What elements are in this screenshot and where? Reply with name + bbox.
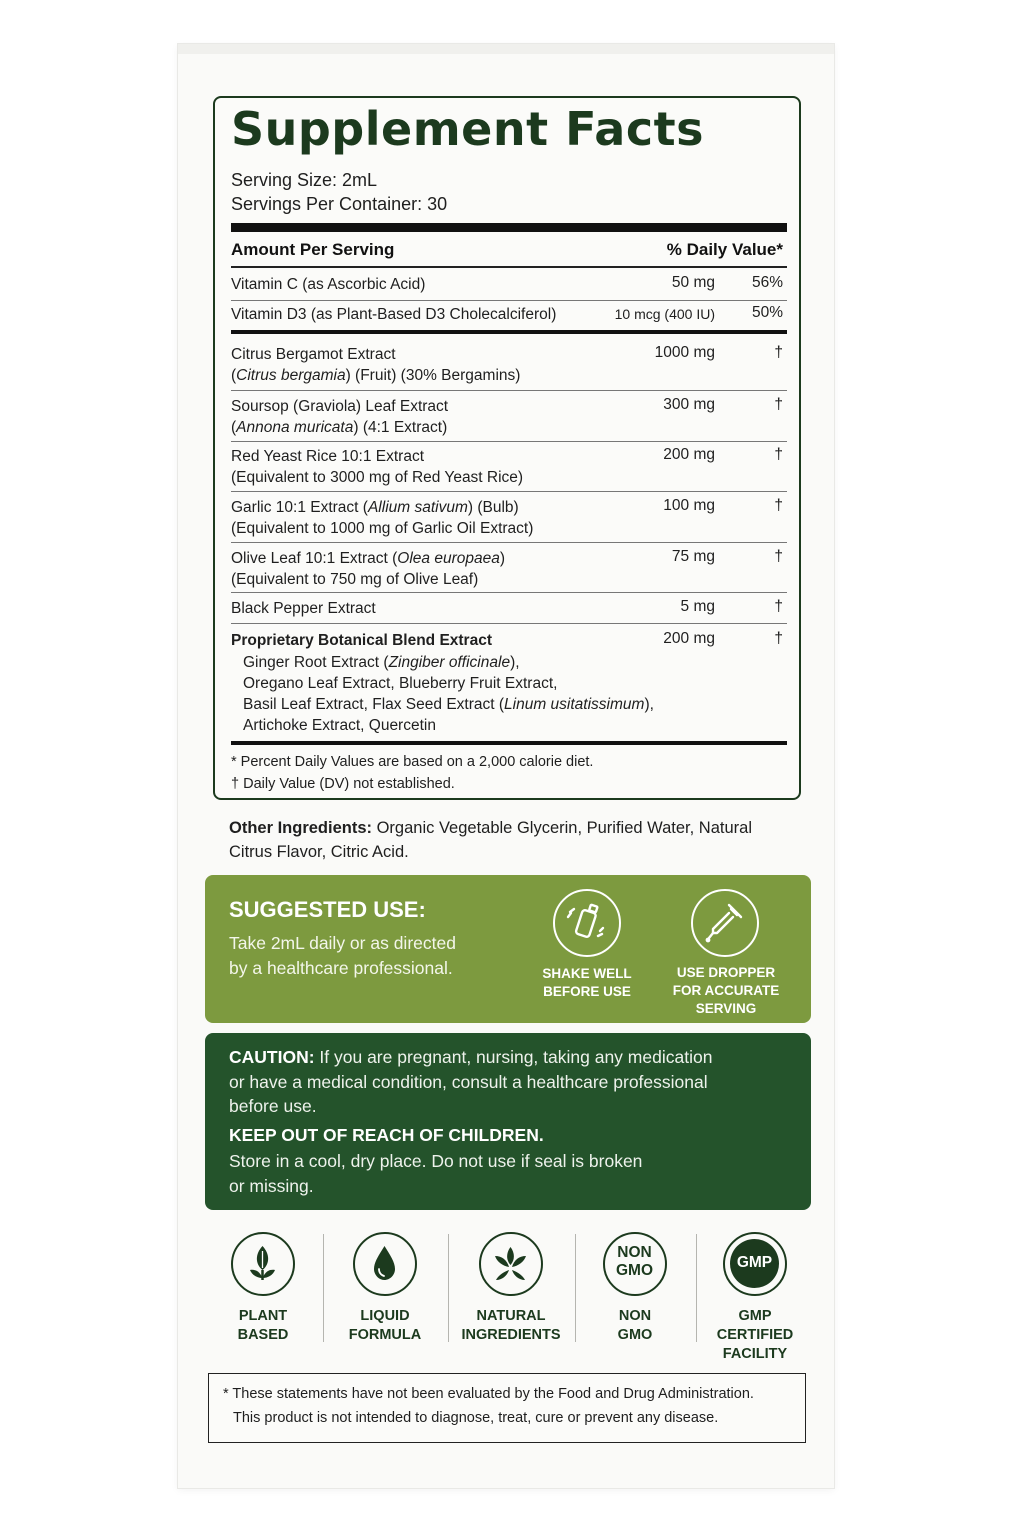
- ingredient-dv: †: [774, 497, 783, 514]
- ingredient-name: Garlic 10:1 Extract (Allium sativum) (Bulb) (Equivalent to 1000 mg of Garlic Oil Extract): [231, 499, 534, 537]
- row-rule: [231, 441, 787, 442]
- suggested-use-text: Take 2mL daily or as directed by a healthcare professional.: [229, 933, 456, 978]
- ingredient-dv: †: [774, 396, 783, 413]
- gmp-icon-text: GMP: [736, 1254, 773, 1271]
- caution-line: or have a medical condition, consult a healthcare professional: [229, 1072, 708, 1092]
- storage-line: Store in a cool, dry place. Do not use if seal is broken: [229, 1151, 643, 1171]
- divider: [448, 1234, 449, 1342]
- ingredient-name: Red Yeast Rice 10:1 Extract (Equivalent to 3000 mg of Red Yeast Rice): [231, 448, 524, 486]
- section-rule: [231, 330, 787, 334]
- nutrient-dv: 56%: [751, 274, 783, 291]
- caution-line: CAUTION: If you are pregnant, nursing, taking any medication: [229, 1047, 713, 1067]
- amount-per-serving-header: Amount Per Serving: [231, 240, 395, 259]
- nutrient-name: Vitamin C (as Ascorbic Acid): [231, 276, 426, 293]
- shake-well-caption: SHAKE WELL BEFORE USE: [542, 966, 632, 999]
- plant-icon: [231, 1232, 295, 1296]
- caution-panel: [205, 1033, 811, 1210]
- row-rule: [231, 592, 787, 593]
- row-rule: [231, 390, 787, 391]
- disclaimer-line: * These statements have not been evaluated by the Food and Drug Administration.: [223, 1386, 754, 1402]
- row-rule: [231, 491, 787, 492]
- suggested-use-title: SUGGESTED USE:: [229, 897, 426, 922]
- gmp-icon: [723, 1232, 787, 1296]
- supplement-facts-panel: [213, 96, 801, 800]
- storage-line: or missing.: [229, 1176, 314, 1196]
- ingredient-dv: †: [774, 548, 783, 565]
- suggested-use-panel: [205, 875, 811, 1023]
- daily-value-header: % Daily Value*: [666, 240, 783, 259]
- ingredient-amount: 5 mg: [680, 598, 715, 615]
- blend-name: Proprietary Botanical Blend Extract: [231, 632, 492, 649]
- ingredient-amount: 1000 mg: [654, 344, 715, 361]
- caution-line: before use.: [229, 1096, 317, 1116]
- ingredient-name: Olive Leaf 10:1 Extract (Olea europaea) (Equivalent to 750 mg of Olive Leaf): [231, 550, 506, 588]
- badge-natural-ingredients: NATURAL INGREDIENTS: [461, 1308, 561, 1343]
- header-rule: [231, 266, 787, 268]
- row-rule: [231, 300, 787, 301]
- ingredient-dv: †: [774, 446, 783, 463]
- nutrient-dv: 50%: [751, 304, 783, 321]
- divider: [696, 1234, 697, 1342]
- keep-out-of-reach: KEEP OUT OF REACH OF CHILDREN.: [229, 1125, 544, 1145]
- ingredient-amount: 100 mg: [663, 497, 715, 514]
- non-gmo-icon: [603, 1232, 667, 1296]
- badge-gmp-certified: GMP CERTIFIED FACILITY: [716, 1308, 794, 1362]
- row-rule: [231, 623, 787, 624]
- row-rule: [231, 542, 787, 543]
- non-gmo-icon-text: NON GMO: [615, 1244, 654, 1279]
- droplet-icon: [353, 1232, 417, 1296]
- fda-disclaimer: [208, 1373, 806, 1443]
- ingredient-amount: 200 mg: [663, 446, 715, 463]
- other-ingredients: Other Ingredients: Organic Vegetable Glycerin, Purified Water, Natural Citrus Flavor, Citric Acid.: [229, 819, 752, 861]
- footnote-percent-dv: * Percent Daily Values are based on a 2,000 calorie diet.: [231, 754, 594, 770]
- divider: [323, 1234, 324, 1342]
- nutrient-amount: 10 mcg (400 IU): [614, 306, 715, 322]
- badge-non-gmo: NON GMO: [617, 1308, 653, 1343]
- use-dropper-caption: USE DROPPER FOR ACCURATE SERVING: [672, 965, 780, 1016]
- disclaimer-line: This product is not intended to diagnose, treat, cure or prevent any disease.: [233, 1410, 719, 1426]
- ingredient-name: Citrus Bergamot Extract (Citrus bergamia) (Fruit) (30% Bergamins): [231, 346, 521, 384]
- serving-size: Serving Size: 2mL: [231, 170, 378, 190]
- badge-liquid-formula: LIQUID FORMULA: [348, 1308, 422, 1343]
- blend-dv: †: [774, 630, 783, 647]
- divider: [575, 1234, 576, 1342]
- ingredient-dv: †: [774, 598, 783, 615]
- dropper-icon: [691, 889, 759, 957]
- ingredient-amount: 75 mg: [671, 548, 715, 565]
- ingredient-name: Black Pepper Extract: [231, 600, 376, 617]
- ingredient-amount: 300 mg: [663, 396, 715, 413]
- leaves-icon: [479, 1232, 543, 1296]
- nutrient-amount: 50 mg: [671, 274, 715, 291]
- footnote-dv-not-established: † Daily Value (DV) not established.: [231, 776, 455, 792]
- badge-plant-based: PLANT BASED: [237, 1308, 289, 1343]
- blend-ingredients: Ginger Root Extract (Zingiber officinale), Oregano Leaf Extract, Blueberry Fruit Extract, Basil Leaf Extract, Flax Seed Extract (Linum usitatissimum), Artichoke Extract, Quercetin: [243, 654, 654, 734]
- thick-rule: [231, 223, 787, 232]
- blend-amount: 200 mg: [663, 630, 715, 647]
- ingredient-name: Soursop (Graviola) Leaf Extract (Annona muricata) (4:1 Extract): [231, 398, 449, 436]
- ingredient-dv: †: [774, 344, 783, 361]
- nutrient-name: Vitamin D3 (as Plant-Based D3 Cholecalciferol): [231, 306, 557, 323]
- facts-title: Supplement Facts: [231, 102, 704, 156]
- servings-per-container: Servings Per Container: 30: [231, 194, 448, 214]
- bottom-rule: [231, 741, 787, 745]
- shake-bottle-icon: [553, 889, 621, 957]
- box-top-flap: [178, 44, 834, 54]
